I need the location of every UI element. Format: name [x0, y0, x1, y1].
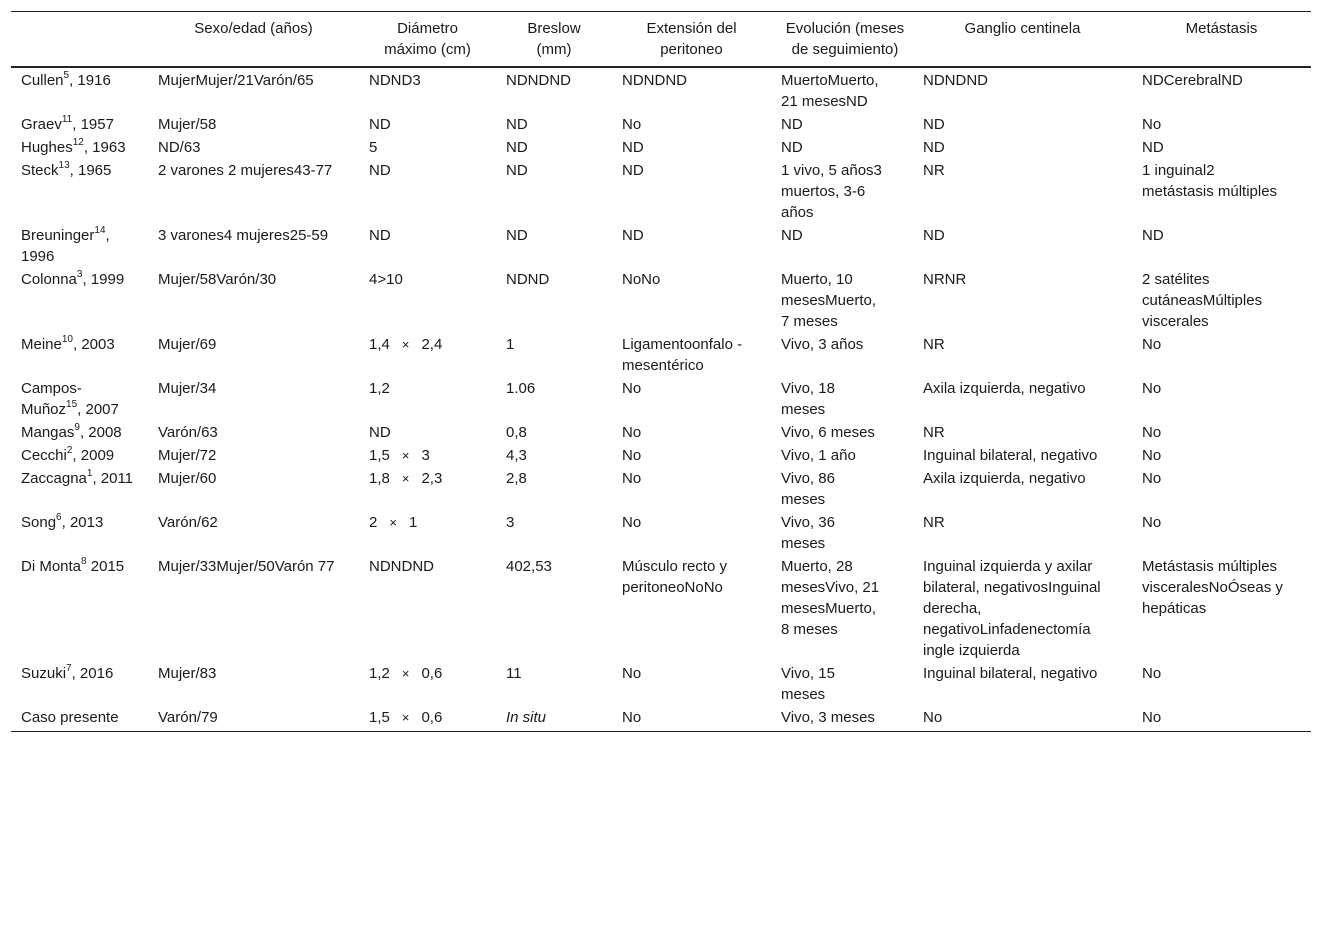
reference-year: , 1916 — [69, 72, 111, 89]
reference-number: 10 — [61, 334, 73, 345]
table-row — [11, 268, 1311, 333]
cell-sentinel: Axila izquierda, negativo — [923, 380, 1086, 397]
diameter-value-2: 0,6 — [421, 709, 443, 726]
cell-reference — [11, 67, 148, 113]
cell-evolution: Vivo, 6 meses — [781, 424, 875, 441]
cell-reference — [11, 662, 148, 706]
table-row — [11, 662, 1311, 706]
cell-diameter: NDNDND — [369, 558, 434, 575]
cell-breslow: 3 — [506, 514, 515, 531]
cell-diameter: ND — [369, 116, 391, 133]
reference-author: Suzuki — [21, 665, 67, 682]
cell-metastasis: No — [1142, 336, 1162, 353]
cell-sentinel: NR — [923, 162, 945, 179]
reference-year: , 2009 — [72, 447, 115, 464]
cell-peritoneum: Músculo recto y peritoneoNoNo — [622, 558, 728, 596]
cell-sentinel: NDNDND — [923, 72, 988, 89]
cell-reference — [11, 224, 148, 268]
cell-breslow: 4,3 — [506, 447, 527, 464]
cell-sex-age: Varón/63 — [158, 424, 218, 441]
cell-diameter: ND — [369, 424, 391, 441]
reference-number: 6 — [56, 512, 62, 523]
cell-evolution: ND — [781, 227, 803, 244]
reference-author: Steck — [21, 162, 59, 179]
cell-reference — [11, 467, 148, 511]
cell-breslow: In situ — [496, 706, 612, 732]
cell-diameter — [359, 333, 496, 377]
cell-reference — [11, 268, 148, 333]
times-symbol: × — [401, 337, 410, 352]
times-symbol: × — [401, 471, 410, 486]
cell-breslow: 11 — [506, 665, 522, 682]
cell-diameter — [359, 467, 496, 511]
cell-evolution: ND — [781, 139, 803, 156]
table-row — [11, 377, 1311, 421]
cell-breslow: ND — [506, 139, 528, 156]
cell-evolution: Vivo, 1 año — [781, 447, 856, 464]
reference-number: 9 — [74, 422, 80, 433]
reference-year: , 2007 — [77, 401, 119, 418]
cell-metastasis: 1 inguinal2 metástasis múltiples — [1142, 162, 1278, 200]
reference-year: 2015 — [86, 558, 125, 575]
cell-sex-age: Varón/79 — [148, 706, 359, 732]
cell-breslow: ND — [506, 227, 528, 244]
cell-sex-age: 2 varones 2 mujeres43-77 — [158, 162, 333, 179]
cell-diameter: 1,2 — [369, 380, 390, 397]
cell-evolution: Vivo, 3 años — [781, 336, 864, 353]
cell-breslow: 1.06 — [506, 380, 536, 397]
reference-year: , 2008 — [79, 424, 122, 441]
diameter-value-1: 1,2 — [369, 665, 390, 682]
reference-number: 15 — [66, 399, 78, 410]
table-row — [11, 159, 1311, 224]
cell-metastasis: No — [1142, 470, 1162, 487]
cell-peritoneum: ND — [622, 227, 644, 244]
cell-peritoneum: No — [622, 470, 642, 487]
cell-reference — [11, 113, 148, 136]
reference-number: 8 — [81, 556, 87, 567]
cell-metastasis: ND — [1142, 227, 1164, 244]
cell-reference — [11, 706, 148, 732]
col-header-diameter: Diámetro máximo (cm) — [359, 12, 496, 68]
diameter-value-2: 2,3 — [421, 470, 443, 487]
reference-number: 12 — [72, 137, 84, 148]
reference-number: 3 — [76, 269, 83, 280]
cell-metastasis: ND — [1142, 139, 1164, 156]
cell-sex-age: Mujer/72 — [158, 447, 217, 464]
reference-number: 5 — [63, 70, 70, 81]
cell-sentinel: ND — [923, 116, 945, 133]
cell-sex-age: Mujer/83 — [158, 665, 217, 682]
cell-diameter: ND — [369, 227, 391, 244]
diameter-value-2: 2,4 — [421, 336, 443, 353]
data-table — [11, 11, 1311, 732]
cell-diameter — [359, 662, 496, 706]
cell-diameter — [359, 706, 496, 732]
cell-peritoneum: No — [622, 380, 642, 397]
cell-sex-age: Mujer/69 — [158, 336, 217, 353]
cell-metastasis: No — [1142, 116, 1162, 133]
cell-sentinel: ND — [923, 139, 945, 156]
table-row — [11, 444, 1311, 467]
diameter-value-1: 1,5 — [369, 447, 390, 464]
cell-peritoneum: ND — [622, 139, 644, 156]
cell-sex-age: MujerMujer/21Varón/65 — [158, 72, 314, 89]
reference-author: Caso presente — [21, 709, 119, 726]
reference-author: Song — [21, 514, 57, 531]
cell-sex-age: Mujer/58 — [158, 116, 217, 133]
cell-peritoneum: No — [622, 665, 642, 682]
cell-peritoneum: No — [622, 116, 642, 133]
cell-reference — [11, 444, 148, 467]
cell-evolution: Vivo, 36 meses — [781, 514, 835, 552]
cell-peritoneum: No — [612, 706, 771, 732]
table-row — [11, 113, 1311, 136]
cell-sex-age: ND/63 — [158, 139, 201, 156]
reference-author: Breuninger — [21, 227, 95, 244]
col-header-sex-age: Sexo/edad (años) — [148, 12, 359, 68]
cell-sex-age: Mujer/58Varón/30 — [158, 271, 277, 288]
cell-peritoneum: No — [622, 424, 642, 441]
col-header-metastasis: Metástasis — [1132, 12, 1311, 68]
cell-evolution: Muerto, 28 mesesVivo, 21 mesesMuerto, 8 meses — [781, 558, 880, 638]
times-symbol: × — [389, 515, 397, 530]
cell-metastasis: No — [1142, 424, 1162, 441]
cell-diameter: NDND3 — [369, 72, 421, 89]
reference-number: 7 — [66, 663, 72, 674]
cell-reference — [11, 421, 148, 444]
cell-breslow: 2,8 — [506, 470, 527, 487]
cell-peritoneum: No — [622, 514, 642, 531]
diameter-value-1: 1,8 — [369, 470, 390, 487]
table-row — [11, 67, 1311, 113]
col-header-ref — [11, 12, 148, 68]
cell-diameter: 5 — [369, 139, 378, 156]
cell-metastasis: 2 satélites cutáneasMúltiples viscerales — [1142, 271, 1263, 330]
cell-evolution: Vivo, 15 meses — [781, 665, 835, 703]
table-row — [11, 136, 1311, 159]
reference-year: , 2016 — [71, 665, 114, 682]
cell-sex-age: 3 varones4 mujeres25-59 — [158, 227, 329, 244]
col-header-breslow: Breslow (mm) — [496, 12, 612, 68]
table-row — [11, 224, 1311, 268]
reference-number: 11 — [61, 114, 73, 125]
times-symbol: × — [401, 666, 410, 681]
reference-author: Meine — [21, 336, 62, 353]
reference-number: 14 — [94, 225, 106, 236]
reference-author: Di Monta — [21, 558, 82, 575]
cell-sex-age: Varón/62 — [158, 514, 218, 531]
cell-evolution: Muerto, 10 mesesMuerto, 7 meses — [781, 271, 877, 330]
cell-sentinel: ND — [923, 227, 945, 244]
times-symbol: × — [401, 448, 410, 463]
reference-author: Hughes — [21, 139, 73, 156]
reference-author: Colonna — [21, 271, 77, 288]
cell-metastasis: No — [1142, 665, 1162, 682]
table-container — [11, 11, 1311, 732]
diameter-value-1: 1,4 — [369, 336, 390, 353]
reference-number: 2 — [66, 445, 73, 456]
reference-number: 1 — [86, 468, 93, 479]
reference-year: , 1999 — [82, 271, 125, 288]
reference-author: Graev — [21, 116, 62, 133]
cell-diameter — [359, 444, 496, 467]
cell-peritoneum: No — [622, 447, 642, 464]
table-row — [11, 555, 1311, 662]
cell-sentinel: NR — [923, 424, 945, 441]
reference-author: Zaccagna — [21, 470, 87, 487]
reference-year: , 2003 — [72, 336, 115, 353]
table-row — [11, 706, 1311, 732]
reference-year: , 2013 — [61, 514, 104, 531]
cell-reference — [11, 333, 148, 377]
cell-reference — [11, 159, 148, 224]
cell-peritoneum: ND — [622, 162, 644, 179]
reference-year: , 1963 — [83, 139, 126, 156]
times-symbol: × — [401, 710, 410, 725]
cell-peritoneum: NDNDND — [622, 72, 687, 89]
cell-evolution: ND — [781, 116, 803, 133]
cell-reference — [11, 555, 148, 662]
cell-evolution: MuertoMuerto, 21 mesesND — [781, 72, 879, 110]
cell-sentinel: NRNR — [923, 271, 967, 288]
header-row — [11, 12, 1311, 68]
diameter-value-1: 2 — [369, 514, 378, 531]
reference-year: , 1965 — [69, 162, 112, 179]
reference-year: , 2011 — [92, 470, 134, 487]
cell-peritoneum: NoNo — [622, 271, 661, 288]
cell-sentinel: NR — [923, 514, 945, 531]
cell-metastasis: Metástasis múltiples visceralesNoÓseas y hepáticas — [1142, 558, 1283, 617]
cell-breslow: 0,8 — [506, 424, 527, 441]
cell-metastasis: No — [1142, 514, 1162, 531]
cell-breslow: NDND — [506, 271, 550, 288]
diameter-value-1: 1,5 — [369, 709, 390, 726]
cell-sentinel: Inguinal izquierda y axilar bilateral, negativosInguinal derecha, negativoLinfadenectomía ingle izquierda — [923, 558, 1101, 659]
cell-sex-age: Mujer/60 — [158, 470, 217, 487]
cell-sex-age: Mujer/33Mujer/50Varón 77 — [158, 558, 335, 575]
cell-sentinel: NR — [923, 336, 945, 353]
reference-author: Campos-Muñoz — [21, 380, 82, 418]
diameter-value-2: 3 — [421, 447, 430, 464]
cell-metastasis: No — [1142, 447, 1162, 464]
table-row — [11, 467, 1311, 511]
reference-year: , 1957 — [72, 116, 114, 133]
cell-evolution: Vivo, 18 meses — [781, 380, 835, 418]
cell-evolution: Vivo, 3 meses — [771, 706, 913, 732]
cell-diameter: 4>10 — [369, 271, 403, 288]
col-header-evolution: Evolución (meses de seguimiento) — [771, 12, 913, 68]
cell-reference — [11, 136, 148, 159]
cell-metastasis: NDCerebralND — [1142, 72, 1243, 89]
cell-breslow: 402,53 — [506, 558, 552, 575]
col-header-peritoneum: Extensión del peritoneo — [612, 12, 771, 68]
cell-reference — [11, 511, 148, 555]
cell-diameter — [359, 511, 496, 555]
cell-peritoneum: Ligamentoonfalo - mesentérico — [622, 336, 743, 374]
cell-sentinel: No — [913, 706, 1132, 732]
reference-author: Cullen — [21, 72, 64, 89]
cell-sex-age: Mujer/34 — [158, 380, 217, 397]
cell-breslow: ND — [506, 162, 528, 179]
col-header-sentinel: Ganglio centinela — [913, 12, 1132, 68]
cell-reference — [11, 377, 148, 421]
cell-breslow: NDNDND — [506, 72, 571, 89]
cell-diameter: ND — [369, 162, 391, 179]
table-row — [11, 511, 1311, 555]
cell-evolution: 1 vivo, 5 años3 muertos, 3-6 años — [781, 162, 882, 221]
cell-sentinel: Inguinal bilateral, negativo — [923, 665, 1098, 682]
reference-number: 13 — [58, 160, 70, 171]
table-row — [11, 421, 1311, 444]
reference-author: Cecchi — [21, 447, 67, 464]
reference-year: , 1996 — [21, 227, 110, 265]
diameter-value-2: 1 — [408, 514, 418, 531]
diameter-value-2: 0,6 — [421, 665, 443, 682]
table-row — [11, 333, 1311, 377]
cell-metastasis: No — [1142, 380, 1162, 397]
cell-breslow: ND — [506, 116, 528, 133]
cell-metastasis: No — [1132, 706, 1311, 732]
cell-sentinel: Axila izquierda, negativo — [923, 470, 1086, 487]
reference-author: Mangas — [21, 424, 75, 441]
cell-evolution: Vivo, 86 meses — [781, 470, 835, 508]
cell-sentinel: Inguinal bilateral, negativo — [923, 447, 1098, 464]
cell-breslow: 1 — [506, 336, 515, 353]
